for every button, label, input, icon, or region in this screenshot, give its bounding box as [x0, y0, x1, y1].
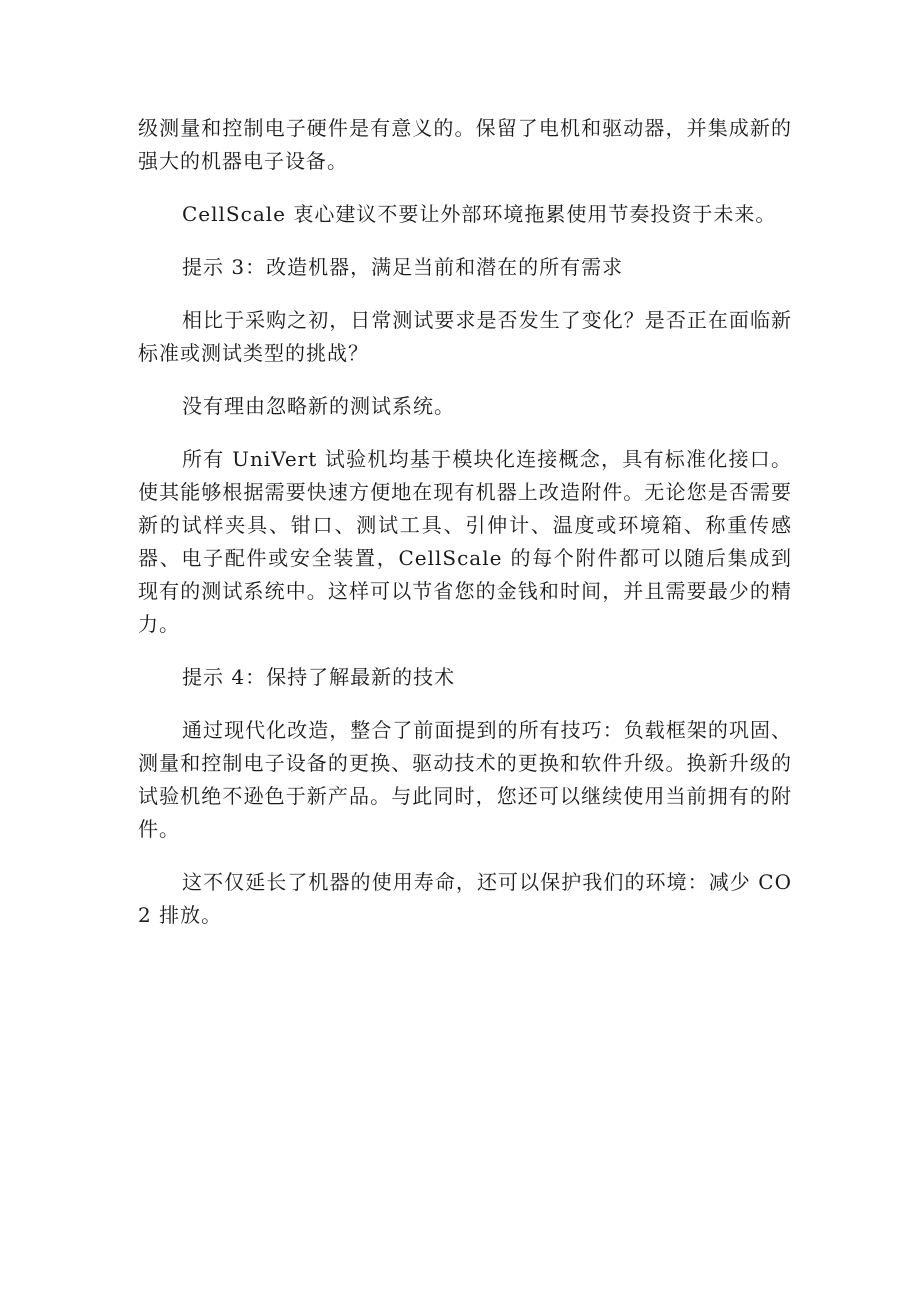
paragraph-no-reason: 没有理由忽略新的测试系统。 — [182, 394, 455, 418]
paragraph-environment: 这不仅延长了机器的使用寿命，还可以保护我们的环境：减少 CO2 排放。 — [138, 870, 792, 927]
paragraph-recommendation: CellScale 衷心建议不要让外部环境拖累使用节奏投资于未来。 — [182, 202, 777, 226]
document-page — [138, 112, 792, 952]
paragraph-continued: 级测量和控制电子硬件是有意义的。保留了电机和驱动器，并集成新的强大的机器电子设备。 — [138, 116, 792, 173]
tip-4-heading: 提示 4：保持了解最新的技术 — [182, 665, 456, 689]
tip-3-heading: 提示 3：改造机器，满足当前和潜在的所有需求 — [182, 255, 624, 279]
paragraph-univert: 所有 UniVert 试验机均基于模块化连接概念，具有标准化接口。使其能够根据需要快速方便地在现有机器上改造附件。无论您是否需要新的试样夹具、钳口、测试工具、引伸计、温度或环境箱、称重传感器、电子配件或安全装置，CellScale 的每个附件都可以随后集成到现有的测试系统中。这样可以节省您的金钱和时间，并且需要最少的精力。 — [138, 447, 792, 636]
paragraph-modernization: 通过现代化改造，整合了前面提到的所有技巧：负载框架的巩固、测量和控制电子设备的更换、驱动技术的更换和软件升级。换新升级的试验机绝不逊色于新产品。与此同时，您还可以继续使用当前拥有的附件。 — [138, 718, 792, 841]
paragraph-question: 相比于采购之初，日常测试要求是否发生了变化？是否正在面临新标准或测试类型的挑战？ — [138, 308, 792, 365]
